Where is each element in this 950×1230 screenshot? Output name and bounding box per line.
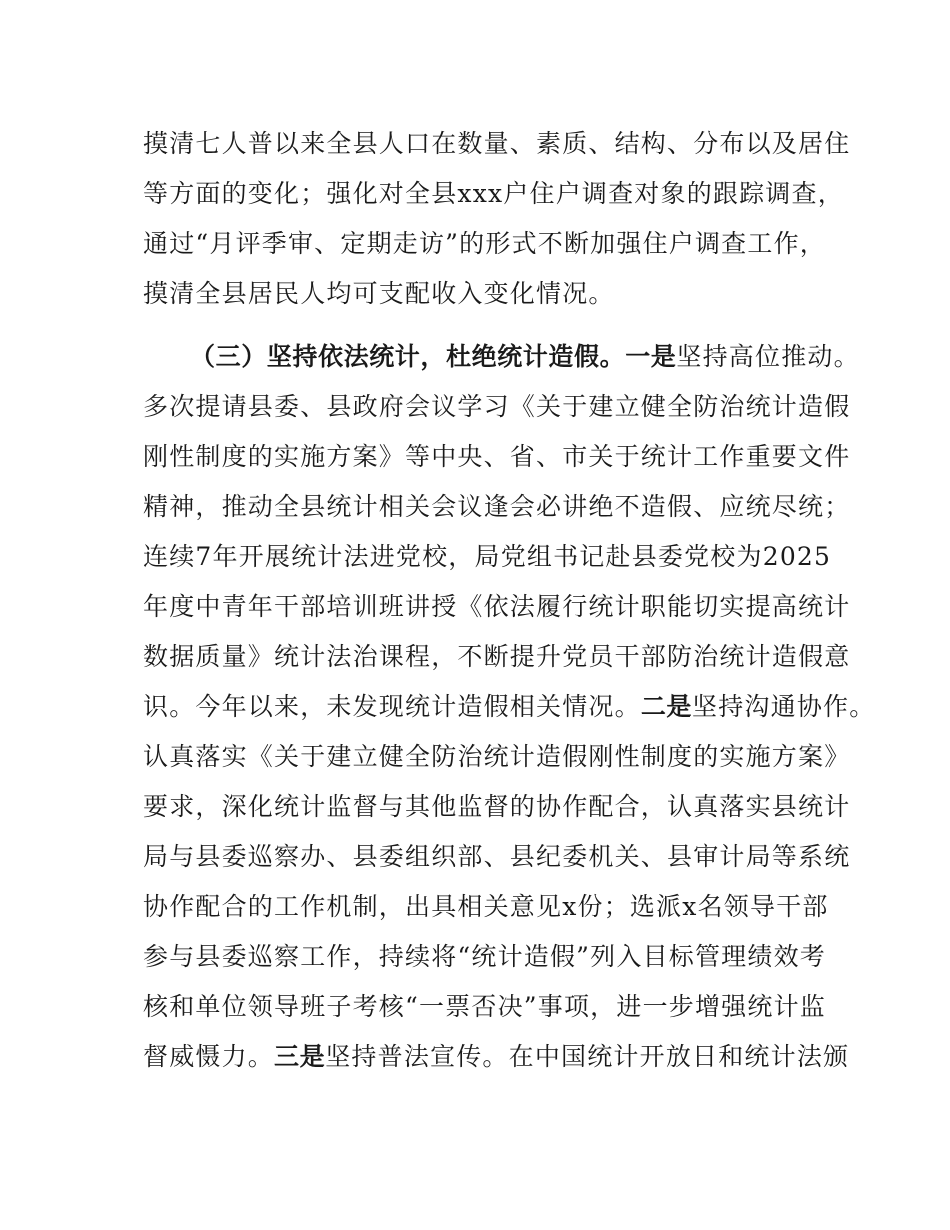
body-text-line: 协作配合的工作机制，出具相关意见x份；选派x名领导干部 [143, 892, 829, 921]
body-text-line: 要求，深化统计监督与其他监督的协作配合，认真落实县统计 [143, 792, 851, 821]
body-text-line: 核和单位领导班子考核“一票否决”事项，进一步增强统计监 [143, 992, 826, 1021]
body-text: 督威慑力。 [143, 1042, 275, 1071]
body-text-line: 摸清全县居民人均可支配收入变化情况。 [143, 279, 615, 308]
body-text: 识。今年以来，未发现统计造假相关情况。 [143, 692, 641, 721]
body-text-line [143, 1042, 849, 1072]
body-text: 坚持沟通协作。 [692, 692, 876, 721]
body-text-line: 认真落实《关于建立健全防治统计造假刚性制度的实施方案》 [143, 742, 851, 771]
body-text: 坚持普法宣传。在中国统计开放日和统计法颁 [325, 1042, 850, 1071]
point-label: 一是 [625, 342, 677, 371]
body-text-line: 精神，推动全县统计相关会议逢会必讲绝不造假、应统尽统； [143, 492, 851, 521]
body-text-line: 等方面的变化；强化对全县xxx户住户调查对象的跟踪调查， [143, 179, 844, 208]
section-heading: （三）坚持依法统计，杜绝统计造假。 [190, 342, 626, 371]
body-text: 坚持高位推动。 [676, 342, 860, 371]
body-text-line: 连续7年开展统计法进党校，局党组书记赴县委党校为2025 [143, 542, 832, 571]
body-text-line: 年度中青年干部培训班讲授《依法履行统计职能切实提高统计 [143, 592, 851, 621]
body-text-line [143, 692, 875, 722]
body-text-line: 局与县委巡察办、县委组织部、县纪委机关、县审计局等系统 [143, 842, 851, 871]
body-text-line: 参与县委巡察工作，持续将“统计造假”列入目标管理绩效考 [143, 942, 826, 971]
point-label: 二是 [640, 692, 693, 721]
paragraph-first-line [190, 342, 860, 372]
body-text-line: 摸清七人普以来全县人口在数量、素质、结构、分布以及居住 [143, 129, 851, 158]
body-text-line: 多次提请县委、县政府会议学习《关于建立健全防治统计造假 [143, 392, 851, 421]
point-label: 三是 [274, 1042, 326, 1071]
body-text-line: 数据质量》统计法治课程，不断提升党员干部防治统计造假意 [143, 642, 851, 671]
body-text-line: 通过“月评季审、定期走访”的形式不断加强住户调查工作， [143, 229, 826, 258]
body-text-line: 刚性制度的实施方案》等中央、省、市关于统计工作重要文件 [143, 442, 851, 471]
